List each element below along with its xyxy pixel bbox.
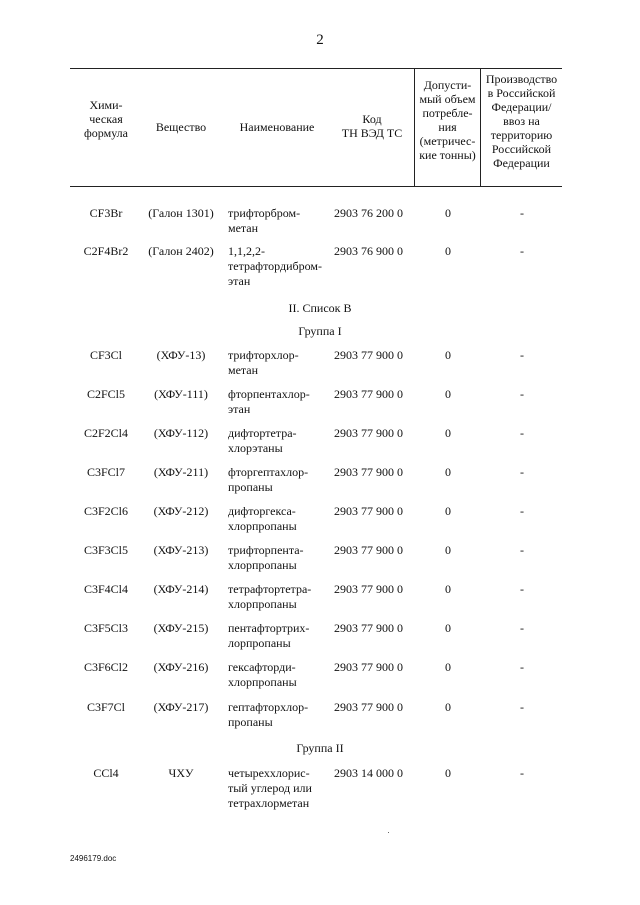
header-production: Производство в Российской Федерации/ ввоз на территорию Российской Федерации — [485, 72, 558, 170]
substance-cell: (ХФУ-111) — [154, 387, 208, 401]
volume-cell: 0 — [445, 504, 451, 518]
volume-cell: 0 — [445, 543, 451, 557]
code-cell: 2903 77 900 0 — [334, 504, 403, 518]
production-cell: - — [520, 621, 524, 635]
substance-cell: (ХФУ-216) — [153, 660, 209, 674]
substance-cell: ЧХУ — [168, 766, 194, 780]
formula-cell: CF3Cl — [89, 348, 122, 362]
volume-cell: 0 — [445, 348, 451, 362]
group-title-2: Группа II — [296, 741, 344, 755]
scan-speck — [388, 832, 389, 833]
formula-cell: C3F4Cl4 — [83, 582, 128, 596]
name-cell: фторпентахлор- этан — [228, 387, 310, 416]
code-cell: 2903 77 900 0 — [334, 660, 403, 674]
header-name: Наименование — [239, 120, 315, 134]
formula-cell: CF3Br — [89, 206, 123, 220]
volume-cell: 0 — [445, 465, 451, 479]
production-cell: - — [520, 660, 524, 674]
substance-cell: (ХФУ-217) — [153, 700, 209, 714]
name-cell: тетрафтортетра- хлорпропаны — [228, 582, 312, 611]
production-cell: - — [520, 766, 524, 780]
code-cell: 2903 77 900 0 — [334, 387, 403, 401]
substance-cell: (ХФУ-112) — [153, 426, 209, 440]
header-bottom-rule — [70, 186, 562, 187]
name-cell: пентафтортрих- лорпропаны — [228, 621, 310, 650]
name-cell: дифторгекса- хлорпропаны — [228, 504, 297, 533]
formula-cell: C3F5Cl3 — [83, 621, 128, 635]
substance-cell: (ХФУ-211) — [153, 465, 209, 479]
name-cell: трифторхлор- метан — [228, 348, 299, 377]
header-top-rule — [70, 68, 562, 69]
substance-cell: (ХФУ-13) — [156, 348, 206, 362]
formula-cell: C3F6Cl2 — [83, 660, 128, 674]
formula-cell: C3FCl7 — [86, 465, 125, 479]
volume-cell: 0 — [445, 426, 451, 440]
volume-cell: 0 — [445, 206, 451, 220]
code-cell: 2903 76 900 0 — [334, 244, 403, 258]
formula-cell: C2FCl5 — [86, 387, 125, 401]
substance-cell: (ХФУ-213) — [153, 543, 209, 557]
name-cell: фторгептахлор- пропаны — [228, 465, 309, 494]
production-cell: - — [520, 387, 524, 401]
production-cell: - — [520, 426, 524, 440]
code-cell: 2903 77 900 0 — [334, 700, 403, 714]
header-substance: Вещество — [155, 120, 207, 134]
group-title-1: Группа I — [298, 324, 342, 338]
volume-cell: 0 — [445, 766, 451, 780]
name-cell: 1,1,2,2- тетрафтордибром- этан — [228, 244, 322, 288]
code-cell: 2903 77 900 0 — [334, 582, 403, 596]
page-number: 2 — [316, 32, 324, 48]
volume-cell: 0 — [445, 244, 451, 258]
substance-cell: (ХФУ-214) — [153, 582, 209, 596]
production-cell: - — [520, 244, 524, 258]
code-cell: 2903 77 900 0 — [334, 426, 403, 440]
code-cell: 2903 77 900 0 — [334, 543, 403, 557]
volume-cell: 0 — [445, 387, 451, 401]
name-cell: четыреххлорис- тый углерод или тетрахлорметан — [228, 766, 312, 810]
code-cell: 2903 14 000 0 — [334, 766, 403, 780]
formula-cell: C2F4Br2 — [83, 244, 129, 258]
formula-cell: C3F7Cl — [86, 700, 125, 714]
formula-cell: C3F2Cl6 — [83, 504, 128, 518]
name-cell: трифторбром- метан — [228, 206, 301, 235]
production-cell: - — [520, 504, 524, 518]
formula-cell: C2F2Cl4 — [83, 426, 128, 440]
code-cell: 2903 77 900 0 — [334, 348, 403, 362]
name-cell: дифтортетра- хлорэтаны — [228, 426, 297, 455]
production-cell: - — [520, 700, 524, 714]
footer-filename: 2496179.doc — [70, 854, 117, 863]
volume-cell: 0 — [445, 621, 451, 635]
volume-cell: 0 — [445, 660, 451, 674]
header-formula: Хими- ческая формула — [84, 98, 128, 140]
substance-cell: (Галон 1301) — [148, 206, 214, 220]
production-cell: - — [520, 543, 524, 557]
formula-cell: CCl4 — [93, 766, 119, 780]
substance-cell: (ХФУ-215) — [153, 621, 209, 635]
production-cell: - — [520, 206, 524, 220]
code-cell: 2903 76 200 0 — [334, 206, 403, 220]
production-cell: - — [520, 465, 524, 479]
code-cell: 2903 77 900 0 — [334, 621, 403, 635]
formula-cell: C3F3Cl5 — [83, 543, 128, 557]
section-title-list-b: II. Список B — [288, 301, 352, 315]
volume-cell: 0 — [445, 700, 451, 714]
substance-cell: (Галон 2402) — [148, 244, 214, 258]
volume-cell: 0 — [445, 582, 451, 596]
header-volume: Допусти- мый объем потребле- ния (метричес- кие тонны) — [419, 78, 476, 162]
production-cell: - — [520, 348, 524, 362]
code-cell: 2903 77 900 0 — [334, 465, 403, 479]
name-cell: гексафторди- хлорпропаны — [228, 660, 297, 689]
name-cell: трифторпента- хлорпропаны — [228, 543, 304, 572]
header-code: Код ТН ВЭД ТС — [341, 112, 403, 140]
name-cell: гептафторхлор- пропаны — [228, 700, 309, 729]
production-cell: - — [520, 582, 524, 596]
substance-cell: (ХФУ-212) — [153, 504, 209, 518]
